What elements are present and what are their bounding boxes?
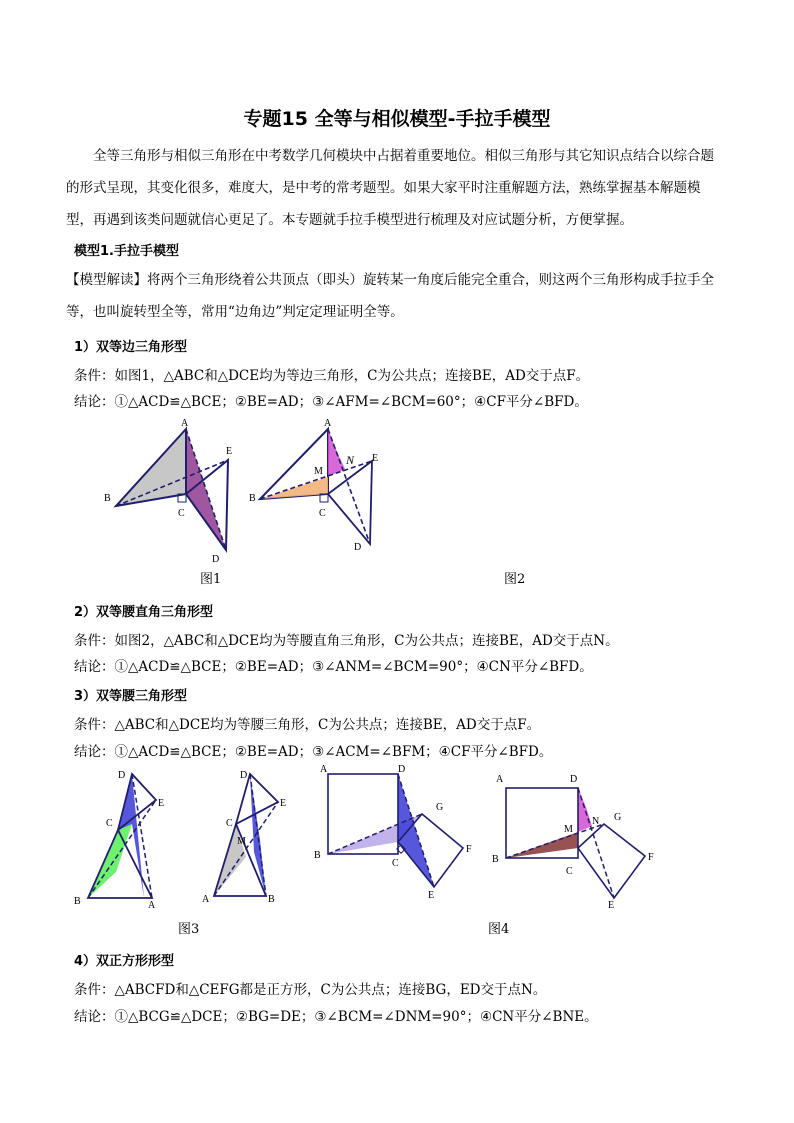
fig4b-label-b: B [492,854,499,865]
fig3b-label-d: D [240,770,248,781]
fig4b-label-a: A [496,774,504,785]
fig3a-label-c: C [106,818,113,829]
section1-conclusion: 结论：①△ACD≌△BCE；②BE=AD；③∠AFM=∠BCM=60°；④CF平分∠BFD。 [74,394,588,410]
fig2-label-a: A [324,418,332,429]
fig2-label-c: C [319,508,326,519]
fig3b-label-a: A [202,894,210,905]
fig1-label-e: E [226,446,233,457]
fig1-label-c: C [178,508,185,519]
fig4b-label-n: N [592,816,600,827]
fig1-label-a: A [181,418,189,429]
page-title: 专题15 全等与相似模型-手拉手模型 [243,108,551,130]
figure3-caption: 图3 [178,922,200,937]
section4-condition: 条件：△ABCFD和△CEFG都是正方形，C为公共点；连接BG，ED交于点N。 [74,982,547,998]
section1-heading: 1）双等边三角形型 [74,340,188,355]
figure1-2-diagram [90,414,510,564]
fig4a-label-c: C [392,858,399,869]
section2-heading: 2）双等腰直角三角形型 [74,605,214,620]
fig3a-label-a: A [148,900,156,911]
fig2-label-b: B [249,493,256,504]
fig4a-label-b: B [314,850,321,861]
fig4b-label-m: M [564,824,573,835]
fig4a-label-a: A [320,764,328,775]
section4-heading: 4）双正方形形型 [74,954,175,969]
fig2-label-m: M [314,466,323,477]
fig3b-triangle-dce [236,774,278,824]
fig4a-label-e: E [428,890,435,901]
section3-condition: 条件：△ABC和△DCE均为等腰三角形，C为公共点；连接BE，AD交于点F。 [74,717,541,733]
section2-condition: 条件：如图2，△ABC和△DCE均为等腰直角三角形，C为公共点；连接BE，AD交于点N。 [74,633,619,649]
fig2-line-ad [328,429,370,544]
fig2-label-n: N [346,453,355,467]
fig2-label-d: D [354,542,362,553]
figure3-right [202,770,286,905]
fig3b-label-e: E [280,798,287,809]
fig3b-label-c: C [226,818,233,829]
figure2-caption: 图2 [504,572,526,587]
fig4a-label-f: F [466,844,472,855]
fig3a-green-region [88,824,132,898]
fig4a-label-g: G [436,802,444,813]
fig4b-square-cefg [578,824,645,898]
section4-conclusion: 结论：①△BCG≌△DCE；②BG=DE；③∠BCM=∠DNM=90°；④CN平分∠BNE。 [74,1009,598,1025]
fig4b-label-e: E [608,900,615,911]
fig1-label-b: B [104,493,111,504]
fig4b-label-f: F [648,852,654,863]
figure3-4-diagram [70,762,670,912]
figure2 [249,418,378,553]
section3-heading: 3）双等腰三角形型 [74,689,188,704]
figure4-left [314,764,472,901]
section3-conclusion: 结论：①△ACD≌△BCE；②BE=AD；③∠ACM=∠BFM；④CF平分∠BFD。 [74,744,553,760]
fig3a-label-d: D [118,770,126,781]
fig1-label-d: D [212,554,220,564]
fig3b-line-ae [214,802,278,896]
fig4a-label-d: D [398,764,406,775]
section2-conclusion: 结论：①△ACD≌△BCE；②BE=AD；③∠ANM=∠BCM=90°；④CN平分∠BFD。 [74,659,593,675]
fig4b-label-c: C [566,866,573,877]
fig3a-label-b: B [74,896,81,907]
model1-heading: 模型1.手拉手模型 [74,244,179,259]
intro-paragraph: 全等三角形与相似三角形在中考数学几何模块中占据着重要地位。相似三角形与其它知识点结合以综合题的形式呈现，其变化很多，难度大，是中考的常考题型。如果大家平时注重解题方法，熟练掌握基本解题模型，再遇到该类问题就信心更足了。本专题就手拉手模型进行梳理及对应试题分析，方便掌握。 [66,148,714,228]
fig3b-label-m: M [237,836,246,847]
fig4b-label-d: D [570,774,578,785]
fig2-label-e: E [372,453,379,464]
fig4b-magenta-region [578,788,592,832]
model-explanation: 【模型解读】将两个三角形绕着公共顶点（即头）旋转某一角度后能完全重合，则这两个三角形构成手拉手全等，也叫旋转型全等，常用“边角边”判定定理证明全等。 [66,272,714,320]
fig3b-label-b: B [268,894,275,905]
figure1 [104,418,232,564]
fig3a-label-e: E [158,798,165,809]
figure4-caption: 图4 [488,922,510,937]
figure1-caption: 图1 [200,572,222,587]
figure3-left [74,770,164,911]
fig4b-label-g: G [614,812,622,823]
figure4-right [492,774,654,911]
section1-condition: 条件：如图1，△ABC和△DCE均为等边三角形，C为公共点；连接BE，AD交于点F。 [74,368,590,384]
